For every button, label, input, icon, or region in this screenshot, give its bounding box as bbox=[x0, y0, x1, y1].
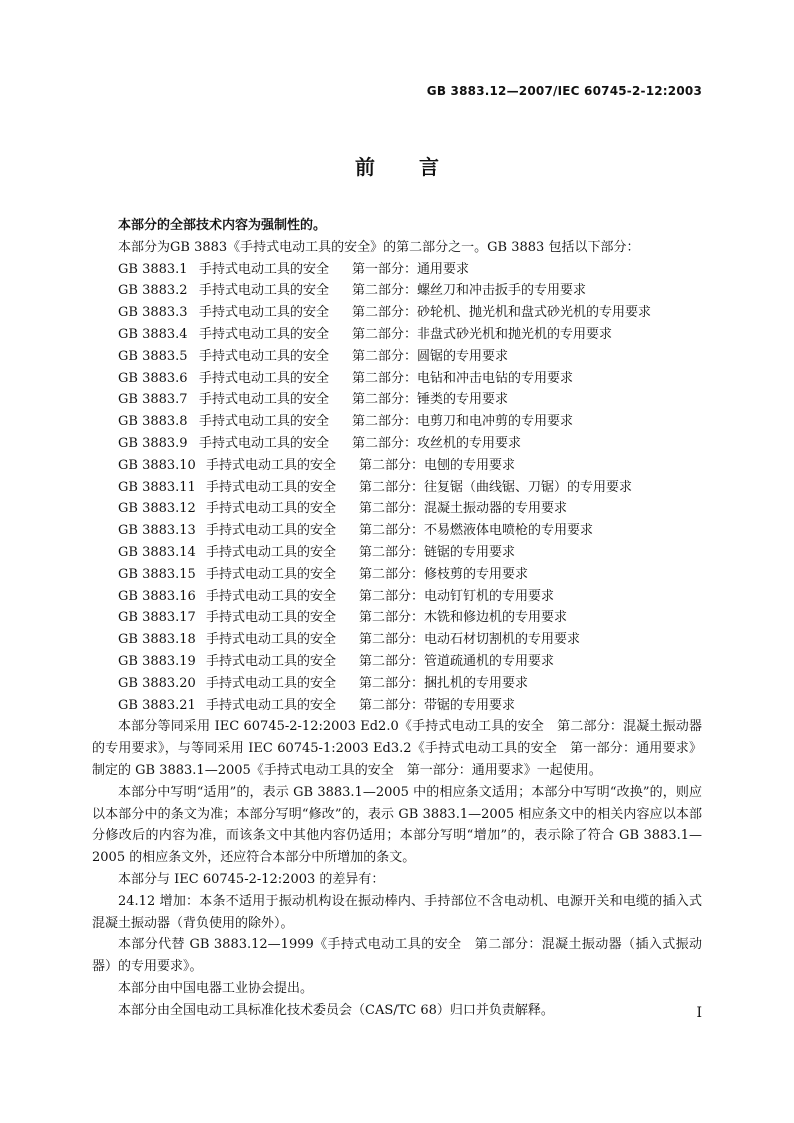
part-list-item bbox=[92, 259, 702, 281]
part-description: 第二部分：电剪刀和电冲剪的专用要求 bbox=[352, 414, 574, 430]
part-list-item bbox=[92, 564, 702, 586]
page-number: I bbox=[696, 1005, 702, 1021]
part-list-item bbox=[92, 586, 702, 608]
document-code-header: GB 3883.12—2007/IEC 60745-2-12:2003 bbox=[426, 84, 702, 98]
part-description: 第一部分：通用要求 bbox=[352, 261, 470, 277]
body-paragraph: 本部分代替 GB 3883.12—1999《手持式电动工具的安全 第二部分：混凝土振动器（插入式振动器）的专用要求》。 bbox=[92, 937, 702, 975]
part-list-item bbox=[92, 607, 702, 629]
part-code: GB 3883.3 bbox=[118, 305, 188, 321]
part-list-item bbox=[92, 368, 702, 390]
part-description: 第二部分：攻丝机的专用要求 bbox=[352, 435, 522, 451]
part-description: 第二部分：电动石材切割机的专用要求 bbox=[359, 632, 581, 648]
part-title: 手持式电动工具的安全 bbox=[206, 675, 337, 691]
part-list-item bbox=[92, 455, 702, 477]
part-list-item bbox=[92, 520, 702, 542]
intro-paragraph: 本部分为GB 3883《手持式电动工具的安全》的第二部分之一。GB 3883 包括以下部分： bbox=[118, 239, 640, 255]
part-list-item bbox=[92, 302, 702, 324]
body-paragraphs bbox=[92, 716, 702, 1021]
part-code: GB 3883.8 bbox=[118, 414, 188, 430]
part-code: GB 3883.2 bbox=[118, 283, 188, 299]
part-title: 手持式电动工具的安全 bbox=[199, 414, 330, 430]
part-title: 手持式电动工具的安全 bbox=[206, 479, 337, 495]
part-list-item bbox=[92, 433, 702, 455]
body-paragraph: 24.12 增加：本条不适用于振动机构设在振动棒内、手持部位不含电动机、电源开关和电缆的插入式混凝土振动器（背负使用的除外）。 bbox=[92, 893, 702, 931]
part-title: 手持式电动工具的安全 bbox=[199, 370, 330, 386]
part-description: 第二部分：非盘式砂光机和抛光机的专用要求 bbox=[352, 326, 613, 342]
part-title: 手持式电动工具的安全 bbox=[199, 261, 330, 277]
part-code: GB 3883.9 bbox=[118, 435, 188, 451]
part-list-item bbox=[92, 389, 702, 411]
part-code: GB 3883.19 bbox=[118, 653, 196, 669]
part-code: GB 3883.21 bbox=[118, 697, 196, 713]
part-code: GB 3883.5 bbox=[118, 348, 188, 364]
part-description: 第二部分：木铣和修边机的专用要求 bbox=[359, 610, 568, 626]
part-title: 手持式电动工具的安全 bbox=[199, 392, 330, 408]
part-list-item bbox=[92, 280, 702, 302]
mandatory-statement: 本部分的全部技术内容为强制性的。 bbox=[118, 218, 327, 233]
body-paragraph: 本部分由中国电器工业协会提出。 bbox=[118, 980, 314, 996]
part-title: 手持式电动工具的安全 bbox=[206, 697, 337, 713]
part-code: GB 3883.12 bbox=[118, 501, 196, 517]
part-title: 手持式电动工具的安全 bbox=[206, 457, 337, 473]
part-title: 手持式电动工具的安全 bbox=[199, 305, 330, 321]
part-title: 手持式电动工具的安全 bbox=[206, 610, 337, 626]
part-description: 第二部分：螺丝刀和冲击扳手的专用要求 bbox=[352, 283, 587, 299]
part-title: 手持式电动工具的安全 bbox=[199, 348, 330, 364]
body-paragraph: 本部分等同采用 IEC 60745-2-12:2003 Ed2.0《手持式电动工具的安全 第二部分：混凝土振动器的专用要求》，与等同采用 IEC 60745-1:2003 Ed3.2《手持式电动工具的安全 第一部分：通用要求》制定的 GB 3883.1—2005《手持式电动工具的安全 第一部分：通用要求》一起使用。 bbox=[92, 719, 702, 778]
parts-list bbox=[92, 259, 702, 717]
part-list-item bbox=[92, 542, 702, 564]
body-paragraph: 本部分与 IEC 60745-2-12:2003 的差异有： bbox=[118, 871, 385, 887]
part-code: GB 3883.13 bbox=[118, 523, 196, 539]
part-description: 第二部分：链锯的专用要求 bbox=[359, 544, 516, 560]
part-list-item bbox=[92, 477, 702, 499]
part-list-item bbox=[92, 695, 702, 717]
part-description: 第二部分：不易燃液体电喷枪的专用要求 bbox=[359, 523, 594, 539]
part-code: GB 3883.15 bbox=[118, 566, 196, 582]
part-description: 第二部分：砂轮机、抛光机和盘式砂光机的专用要求 bbox=[352, 305, 652, 321]
part-title: 手持式电动工具的安全 bbox=[206, 523, 337, 539]
part-title: 手持式电动工具的安全 bbox=[199, 283, 330, 299]
part-description: 第二部分：捆扎机的专用要求 bbox=[359, 675, 529, 691]
part-description: 第二部分：混凝土振动器的专用要求 bbox=[359, 501, 568, 517]
part-code: GB 3883.4 bbox=[118, 326, 188, 342]
part-description: 第二部分：带锯的专用要求 bbox=[359, 697, 516, 713]
part-title: 手持式电动工具的安全 bbox=[199, 326, 330, 342]
part-list-item bbox=[92, 498, 702, 520]
part-description: 第二部分：修枝剪的专用要求 bbox=[359, 566, 529, 582]
part-title: 手持式电动工具的安全 bbox=[206, 588, 337, 604]
part-title: 手持式电动工具的安全 bbox=[206, 566, 337, 582]
part-description: 第二部分：管道疏通机的专用要求 bbox=[359, 653, 555, 669]
part-code: GB 3883.11 bbox=[118, 479, 196, 495]
part-title: 手持式电动工具的安全 bbox=[206, 501, 337, 517]
part-code: GB 3883.18 bbox=[118, 632, 196, 648]
part-code: GB 3883.20 bbox=[118, 675, 196, 691]
part-list-item bbox=[92, 324, 702, 346]
part-list-item bbox=[92, 651, 702, 673]
part-list-item bbox=[92, 346, 702, 368]
part-title: 手持式电动工具的安全 bbox=[206, 653, 337, 669]
part-code: GB 3883.16 bbox=[118, 588, 196, 604]
part-code: GB 3883.7 bbox=[118, 392, 188, 408]
part-code: GB 3883.14 bbox=[118, 544, 196, 560]
part-title: 手持式电动工具的安全 bbox=[199, 435, 330, 451]
foreword-body bbox=[92, 215, 702, 1021]
part-title: 手持式电动工具的安全 bbox=[206, 544, 337, 560]
body-paragraph: 本部分由全国电动工具标准化技术委员会（CAS/TC 68）归口并负责解释。 bbox=[118, 1002, 554, 1018]
part-description: 第二部分：往复锯（曲线锯、刀锯）的专用要求 bbox=[359, 479, 633, 495]
part-list-item bbox=[92, 411, 702, 433]
part-description: 第二部分：电钻和冲击电钻的专用要求 bbox=[352, 370, 574, 386]
page-title: 前言 bbox=[355, 155, 483, 179]
part-description: 第二部分：圆锯的专用要求 bbox=[352, 348, 509, 364]
part-list-item bbox=[92, 629, 702, 651]
part-description: 第二部分：电动钉钉机的专用要求 bbox=[359, 588, 555, 604]
part-code: GB 3883.6 bbox=[118, 370, 188, 386]
part-title: 手持式电动工具的安全 bbox=[206, 632, 337, 648]
part-list-item bbox=[92, 673, 702, 695]
part-description: 第二部分：锤类的专用要求 bbox=[352, 392, 509, 408]
part-code: GB 3883.10 bbox=[118, 457, 196, 473]
part-code: GB 3883.1 bbox=[118, 261, 188, 277]
part-description: 第二部分：电刨的专用要求 bbox=[359, 457, 516, 473]
body-paragraph: 本部分中写明“适用”的，表示 GB 3883.1—2005 中的相应条文适用；本部分中写明“改换”的，则应以本部分中的条文为准；本部分写明“修改”的，表示 GB 3883.1—2005 相应条文中的相关内容应以本部分修改后的内容为准，而该条文中其他内容仍适用；本部分写明“增加”的，表示除了符合 GB 3883.1—2005 的相应条文外，还应符合本部分中所增加的条文。 bbox=[92, 784, 702, 866]
part-code: GB 3883.17 bbox=[118, 610, 196, 626]
